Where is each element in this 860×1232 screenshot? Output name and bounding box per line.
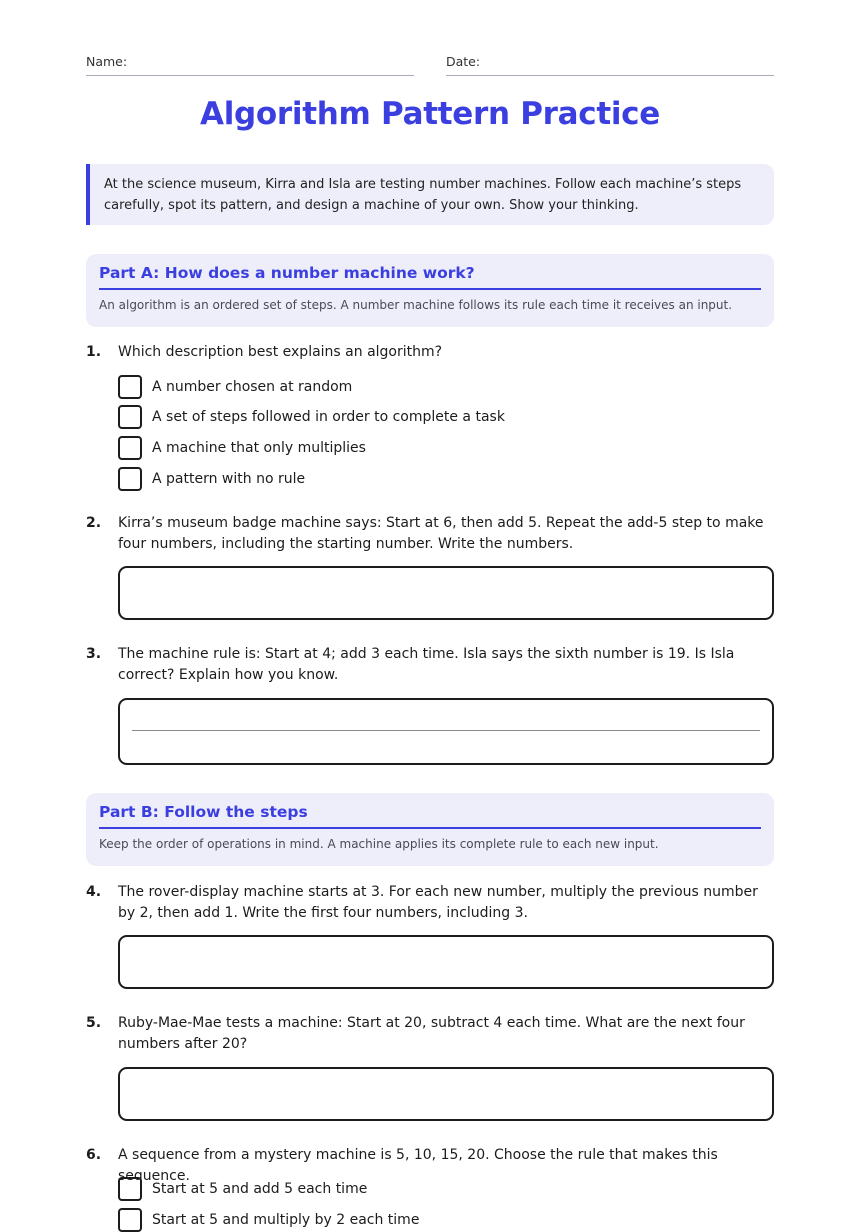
answer-box[interactable] xyxy=(118,1067,774,1121)
answer-box[interactable] xyxy=(118,935,774,989)
answer-box[interactable] xyxy=(118,698,774,765)
question-number: 5. xyxy=(86,1015,102,1031)
part-a-subtitle: An algorithm is an ordered set of steps. A number machine follows its rule each time it receives an input. xyxy=(99,298,733,312)
name-label: Name: xyxy=(86,54,128,69)
question-number: 3. xyxy=(86,646,102,662)
question-number: 2. xyxy=(86,515,102,531)
question-1 xyxy=(86,342,774,492)
part-a-header xyxy=(86,254,774,327)
checkbox[interactable] xyxy=(118,467,142,491)
question-text: Ruby-Mae-Mae tests a machine: Start at 20, subtract 4 each time. What are the next four numbers after 20? xyxy=(118,1015,745,1052)
question-number: 6. xyxy=(86,1147,102,1163)
question-number: 1. xyxy=(86,344,102,360)
page-title: Algorithm Pattern Practice xyxy=(200,96,660,132)
question-5 xyxy=(86,1013,774,1121)
part-b-subtitle: Keep the order of operations in mind. A machine applies its complete rule to each new input. xyxy=(99,837,659,851)
part-b-heading: Part B: Follow the steps xyxy=(99,803,761,829)
writing-line xyxy=(132,730,760,731)
option-label: Start at 5 and multiply by 2 each time xyxy=(152,1212,420,1228)
question-2 xyxy=(86,513,774,621)
option-label: Start at 5 and add 5 each time xyxy=(152,1181,368,1197)
question-text: The rover-display machine starts at 3. For each new number, multiply the previous number by 2, then add 1. Write the first four numbers, including 3. xyxy=(118,884,758,921)
checkbox[interactable] xyxy=(118,405,142,429)
checkbox[interactable] xyxy=(118,436,142,460)
name-field[interactable] xyxy=(86,54,414,76)
question-text: Kirra’s museum badge machine says: Start at 6, then add 5. Repeat the add-5 step to make four numbers, including the starting number. Write the numbers. xyxy=(118,515,764,552)
intro-callout: At the science museum, Kirra and Isla are testing number machines. Follow each machine’s steps carefully, spot its pattern, and design a machine of your own. Show your thinking. xyxy=(86,164,774,225)
option-label: A number chosen at random xyxy=(152,379,353,395)
checkbox[interactable] xyxy=(118,1208,142,1232)
option-label: A pattern with no rule xyxy=(152,471,306,487)
answer-box[interactable] xyxy=(118,566,774,620)
part-b-header xyxy=(86,793,774,866)
checkbox[interactable] xyxy=(118,375,142,399)
question-4 xyxy=(86,882,774,990)
option-label: A set of steps followed in order to complete a task xyxy=(152,409,505,425)
date-field[interactable] xyxy=(446,54,774,76)
question-6 xyxy=(86,1145,774,1228)
header-fields xyxy=(86,54,774,76)
question-text: A sequence from a mystery machine is 5, 10, 15, 20. Choose the rule that makes this sequence. xyxy=(118,1147,718,1184)
question-text: Which description best explains an algorithm? xyxy=(118,344,443,360)
question-number: 4. xyxy=(86,884,102,900)
checkbox[interactable] xyxy=(118,1177,142,1201)
question-3 xyxy=(86,644,774,766)
question-text: The machine rule is: Start at 4; add 3 each time. Isla says the sixth number is 19. Is Isla correct? Explain how you know. xyxy=(118,646,735,683)
option-label: A machine that only multiplies xyxy=(152,440,366,456)
part-a-heading: Part A: How does a number machine work? xyxy=(99,264,761,290)
date-label: Date: xyxy=(446,54,481,69)
